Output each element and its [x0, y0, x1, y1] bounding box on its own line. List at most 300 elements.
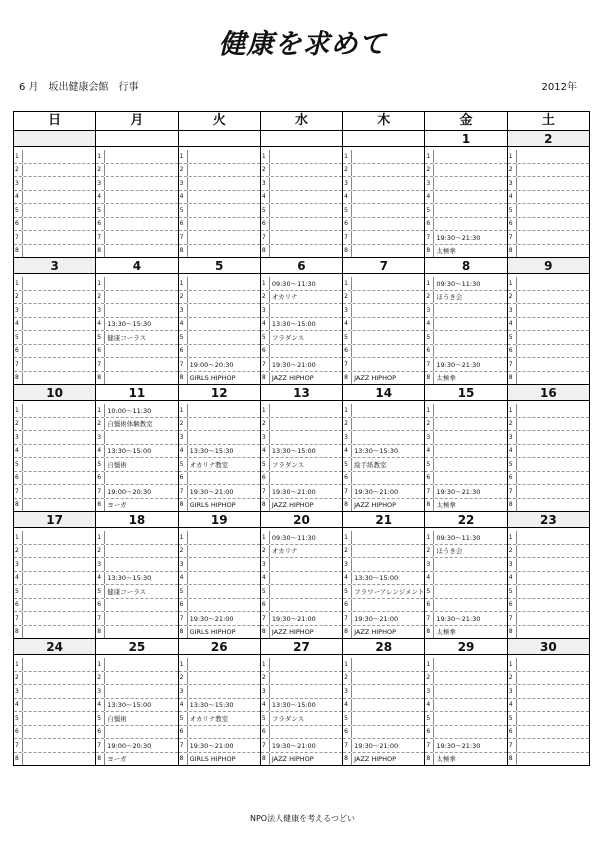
- schedule-line: [14, 599, 95, 613]
- calendar-day: [261, 258, 343, 384]
- line-number: 4: [343, 445, 352, 458]
- line-number: 8: [508, 245, 517, 258]
- schedule-line: [14, 318, 95, 332]
- line-number: 7: [425, 485, 434, 498]
- line-number: 7: [343, 358, 352, 371]
- line-number: 8: [343, 499, 352, 512]
- schedule-line: [343, 431, 424, 445]
- line-number: 1: [425, 658, 434, 671]
- day-schedule-lines: [96, 401, 177, 511]
- line-number: 6: [425, 599, 434, 612]
- calendar-day: [14, 258, 96, 384]
- schedule-line: [14, 499, 95, 512]
- line-number: 8: [261, 372, 270, 385]
- schedule-line: [425, 218, 506, 232]
- schedule-line: [261, 672, 342, 686]
- line-number: 6: [508, 472, 517, 485]
- line-number: 1: [425, 277, 434, 290]
- line-number: 1: [179, 404, 188, 417]
- event-text: JAZZ HIPHOP: [271, 627, 314, 636]
- calendar-day: [508, 258, 589, 384]
- day-schedule-lines: [14, 274, 95, 384]
- schedule-line: [179, 218, 260, 232]
- line-number: 6: [179, 599, 188, 612]
- line-number: 3: [343, 685, 352, 698]
- event-text: 09:30～11:30: [436, 533, 481, 542]
- schedule-line: [179, 445, 260, 459]
- schedule-line: [96, 418, 177, 432]
- schedule-line: [96, 345, 177, 359]
- line-number: 2: [425, 418, 434, 431]
- event-text: オカリナ教室: [189, 714, 229, 723]
- schedule-line: [179, 304, 260, 318]
- schedule-line: [96, 699, 177, 713]
- schedule-line: [425, 291, 506, 305]
- event-text: 13:30～15:30: [354, 447, 399, 456]
- line-number: 1: [261, 658, 270, 671]
- line-number: 4: [425, 572, 434, 585]
- line-number: 4: [179, 699, 188, 712]
- line-number: 3: [425, 304, 434, 317]
- event-text: 19:30～21:00: [354, 487, 399, 496]
- schedule-line: [343, 318, 424, 332]
- event-text: 絵手紙教室: [354, 460, 387, 469]
- schedule-line: [508, 164, 589, 178]
- schedule-line: [343, 612, 424, 626]
- day-number: 5: [179, 258, 260, 274]
- schedule-line: [261, 291, 342, 305]
- day-number: 7: [343, 258, 424, 274]
- schedule-line: [179, 291, 260, 305]
- schedule-line: [96, 445, 177, 459]
- schedule-line: [425, 685, 506, 699]
- schedule-line: [508, 358, 589, 372]
- line-number: 7: [96, 485, 105, 498]
- line-number: 8: [425, 372, 434, 385]
- schedule-line: [14, 472, 95, 486]
- schedule-line: [261, 599, 342, 613]
- schedule-line: [14, 164, 95, 178]
- schedule-line: [261, 626, 342, 639]
- day-schedule-lines: [425, 147, 506, 257]
- line-number: 8: [425, 753, 434, 766]
- line-number: 8: [261, 499, 270, 512]
- schedule-line: [261, 612, 342, 626]
- line-number: 1: [343, 531, 352, 544]
- line-number: 2: [261, 418, 270, 431]
- schedule-line: [261, 372, 342, 385]
- schedule-line: [179, 585, 260, 599]
- schedule-line: [425, 672, 506, 686]
- schedule-line: [261, 150, 342, 164]
- line-number: 8: [508, 372, 517, 385]
- schedule-line: [179, 558, 260, 572]
- weekday-thu: 木: [343, 112, 425, 130]
- line-number: 4: [14, 699, 23, 712]
- line-number: 7: [508, 612, 517, 625]
- schedule-line: [14, 372, 95, 385]
- line-number: 8: [14, 499, 23, 512]
- line-number: 4: [425, 699, 434, 712]
- event-text: 太極拳: [436, 755, 456, 764]
- schedule-line: [261, 499, 342, 512]
- schedule-line: [343, 191, 424, 205]
- schedule-line: [14, 612, 95, 626]
- schedule-line: [179, 626, 260, 639]
- schedule-line: [14, 626, 95, 639]
- line-number: 5: [261, 204, 270, 217]
- line-number: 7: [96, 739, 105, 752]
- day-number: [179, 131, 260, 147]
- line-number: 2: [179, 545, 188, 558]
- schedule-line: [179, 358, 260, 372]
- line-number: 7: [14, 739, 23, 752]
- calendar-day: [14, 512, 96, 638]
- schedule-line: [14, 531, 95, 545]
- schedule-line: [343, 331, 424, 345]
- schedule-line: [14, 345, 95, 359]
- calendar-day: [508, 385, 589, 511]
- schedule-line: [508, 150, 589, 164]
- calendar-day: [343, 512, 425, 638]
- schedule-line: [425, 445, 506, 459]
- line-number: 6: [261, 345, 270, 358]
- calendar-day: [96, 131, 178, 257]
- line-number: 8: [179, 372, 188, 385]
- line-number: 4: [96, 191, 105, 204]
- line-number: 7: [96, 358, 105, 371]
- line-number: 6: [261, 472, 270, 485]
- line-number: 7: [508, 739, 517, 752]
- day-schedule-lines: [343, 274, 424, 384]
- event-text: 19:30～21:30: [436, 233, 481, 242]
- schedule-line: [261, 545, 342, 559]
- day-number: [14, 131, 95, 147]
- line-number: 2: [343, 418, 352, 431]
- schedule-line: [343, 445, 424, 459]
- event-text: 太極拳: [436, 247, 456, 256]
- schedule-line: [261, 331, 342, 345]
- schedule-line: [425, 626, 506, 639]
- schedule-line: [179, 472, 260, 486]
- line-number: 5: [179, 712, 188, 725]
- line-number: 6: [96, 472, 105, 485]
- weekday-sun: 日: [14, 112, 96, 130]
- line-number: 4: [96, 445, 105, 458]
- schedule-line: [425, 712, 506, 726]
- line-number: 4: [508, 699, 517, 712]
- schedule-line: [508, 445, 589, 459]
- line-number: 5: [508, 458, 517, 471]
- schedule-line: [425, 658, 506, 672]
- line-number: 3: [179, 685, 188, 698]
- event-text: JAZZ HIPHOP: [354, 500, 396, 509]
- schedule-line: [508, 345, 589, 359]
- event-text: 13:30～15:00: [107, 701, 152, 710]
- line-number: 8: [96, 753, 105, 766]
- schedule-line: [343, 231, 424, 245]
- line-number: 2: [14, 291, 23, 304]
- schedule-line: [343, 531, 424, 545]
- schedule-line: [96, 545, 177, 559]
- line-number: 6: [343, 472, 352, 485]
- line-number: 2: [96, 672, 105, 685]
- line-number: 2: [14, 672, 23, 685]
- calendar-day: [179, 639, 261, 765]
- schedule-line: [508, 699, 589, 713]
- line-number: 6: [96, 218, 105, 231]
- line-number: 6: [96, 345, 105, 358]
- line-number: 5: [508, 331, 517, 344]
- schedule-line: [14, 304, 95, 318]
- line-number: 2: [261, 291, 270, 304]
- schedule-line: [508, 431, 589, 445]
- schedule-line: [425, 485, 506, 499]
- event-text: 13:30～15:30: [189, 447, 234, 456]
- schedule-line: [14, 485, 95, 499]
- line-number: 5: [508, 204, 517, 217]
- line-number: 4: [179, 191, 188, 204]
- schedule-line: [343, 626, 424, 639]
- line-number: 8: [179, 626, 188, 639]
- schedule-line: [179, 458, 260, 472]
- line-number: 4: [508, 318, 517, 331]
- schedule-line: [508, 485, 589, 499]
- line-number: 1: [508, 531, 517, 544]
- schedule-line: [261, 699, 342, 713]
- schedule-line: [508, 291, 589, 305]
- line-number: 7: [179, 358, 188, 371]
- schedule-line: [261, 358, 342, 372]
- schedule-line: [96, 277, 177, 291]
- schedule-line: [425, 418, 506, 432]
- schedule-line: [343, 545, 424, 559]
- event-text: 13:30～15:30: [107, 320, 152, 329]
- line-number: 7: [261, 485, 270, 498]
- line-number: 8: [261, 626, 270, 639]
- line-number: 6: [508, 218, 517, 231]
- day-schedule-lines: [508, 655, 589, 765]
- schedule-line: [343, 177, 424, 191]
- line-number: 2: [96, 418, 105, 431]
- schedule-line: [261, 164, 342, 178]
- schedule-line: [179, 318, 260, 332]
- day-schedule-lines: [508, 147, 589, 257]
- line-number: 4: [508, 191, 517, 204]
- calendar-week: [14, 131, 589, 258]
- schedule-line: [261, 218, 342, 232]
- line-number: 7: [343, 231, 352, 244]
- schedule-line: [425, 531, 506, 545]
- calendar-day: [343, 639, 425, 765]
- schedule-line: [96, 245, 177, 258]
- day-schedule-lines: [425, 528, 506, 638]
- schedule-line: [14, 658, 95, 672]
- line-number: 4: [14, 191, 23, 204]
- schedule-line: [179, 177, 260, 191]
- calendar-week: [14, 385, 589, 512]
- schedule-line: [179, 150, 260, 164]
- line-number: 3: [425, 558, 434, 571]
- schedule-line: [425, 191, 506, 205]
- schedule-line: [425, 499, 506, 512]
- line-number: 1: [425, 150, 434, 163]
- schedule-line: [96, 753, 177, 766]
- event-text: 10:00～11:30: [107, 406, 152, 415]
- event-text: JAZZ HIPHOP: [271, 754, 314, 763]
- day-number: 25: [96, 639, 177, 655]
- schedule-line: [96, 164, 177, 178]
- line-number: 3: [508, 558, 517, 571]
- calendar-day: [343, 131, 425, 257]
- schedule-line: [14, 331, 95, 345]
- line-number: 5: [14, 458, 23, 471]
- calendar-day: [425, 385, 507, 511]
- calendar-week: [14, 258, 589, 385]
- line-number: 3: [508, 177, 517, 190]
- schedule-line: [96, 358, 177, 372]
- schedule-line: [14, 739, 95, 753]
- event-text: 自彊術: [107, 460, 127, 469]
- line-number: 6: [343, 726, 352, 739]
- line-number: 5: [343, 204, 352, 217]
- line-number: 1: [14, 531, 23, 544]
- schedule-line: [179, 345, 260, 359]
- event-text: 13:30～15:00: [271, 447, 316, 456]
- event-text: 19:30～21:00: [271, 741, 316, 750]
- schedule-line: [508, 712, 589, 726]
- line-number: 4: [96, 318, 105, 331]
- day-number: 9: [508, 258, 589, 274]
- schedule-line: [343, 685, 424, 699]
- schedule-line: [343, 245, 424, 258]
- day-number: 12: [179, 385, 260, 401]
- line-number: 3: [179, 304, 188, 317]
- schedule-line: [179, 599, 260, 613]
- line-number: 3: [14, 177, 23, 190]
- schedule-line: [261, 658, 342, 672]
- schedule-line: [425, 245, 506, 258]
- day-schedule-lines: [96, 655, 177, 765]
- schedule-line: [425, 585, 506, 599]
- schedule-line: [179, 612, 260, 626]
- schedule-line: [14, 672, 95, 686]
- schedule-line: [179, 531, 260, 545]
- line-number: 7: [179, 739, 188, 752]
- schedule-line: [425, 431, 506, 445]
- schedule-line: [14, 404, 95, 418]
- line-number: 4: [425, 445, 434, 458]
- schedule-line: [96, 372, 177, 385]
- line-number: 5: [343, 585, 352, 598]
- event-text: JAZZ HIPHOP: [354, 754, 396, 763]
- day-schedule-lines: [14, 401, 95, 511]
- line-number: 2: [96, 291, 105, 304]
- line-number: 5: [425, 712, 434, 725]
- schedule-line: [508, 545, 589, 559]
- schedule-line: [425, 699, 506, 713]
- line-number: 6: [425, 472, 434, 485]
- line-number: 4: [261, 445, 270, 458]
- schedule-line: [343, 753, 424, 766]
- line-number: 7: [179, 612, 188, 625]
- schedule-line: [261, 753, 342, 766]
- line-number: 6: [343, 599, 352, 612]
- day-schedule-lines: [425, 655, 506, 765]
- weekday-fri: 金: [425, 112, 507, 130]
- line-number: 7: [96, 612, 105, 625]
- line-number: 5: [261, 331, 270, 344]
- line-number: 5: [343, 458, 352, 471]
- event-text: フラダンス: [271, 333, 305, 342]
- day-schedule-lines: [179, 274, 260, 384]
- schedule-line: [261, 245, 342, 258]
- line-number: 8: [343, 245, 352, 258]
- calendar-day: [508, 131, 589, 257]
- line-number: 6: [14, 345, 23, 358]
- schedule-line: [14, 585, 95, 599]
- schedule-line: [96, 585, 177, 599]
- schedule-line: [508, 472, 589, 486]
- schedule-line: [96, 739, 177, 753]
- line-number: 4: [343, 699, 352, 712]
- calendar-day: [179, 258, 261, 384]
- schedule-line: [96, 231, 177, 245]
- event-text: JAZZ HIPHOP: [354, 627, 396, 636]
- line-number: 5: [14, 331, 23, 344]
- day-number: [343, 131, 424, 147]
- line-number: 5: [14, 585, 23, 598]
- line-number: 2: [508, 291, 517, 304]
- line-number: 6: [14, 726, 23, 739]
- line-number: 4: [261, 191, 270, 204]
- schedule-line: [14, 572, 95, 586]
- line-number: 3: [261, 431, 270, 444]
- calendar-day: [261, 639, 343, 765]
- event-text: フラダンス: [271, 714, 305, 723]
- schedule-line: [96, 204, 177, 218]
- line-number: 7: [261, 739, 270, 752]
- event-text: 19:00～20:30: [189, 360, 234, 369]
- line-number: 7: [261, 358, 270, 371]
- line-number: 8: [96, 245, 105, 258]
- line-number: 2: [261, 545, 270, 558]
- schedule-line: [261, 418, 342, 432]
- schedule-line: [425, 231, 506, 245]
- schedule-line: [425, 545, 506, 559]
- event-text: GIRLS HIPHOP: [189, 500, 236, 509]
- schedule-line: [261, 739, 342, 753]
- schedule-line: [261, 318, 342, 332]
- line-number: 5: [425, 585, 434, 598]
- event-text: 自彊術: [107, 714, 127, 723]
- day-schedule-lines: [343, 147, 424, 257]
- line-number: 3: [343, 431, 352, 444]
- line-number: 4: [425, 318, 434, 331]
- line-number: 3: [96, 685, 105, 698]
- line-number: 2: [508, 164, 517, 177]
- line-number: 8: [343, 372, 352, 385]
- schedule-line: [425, 372, 506, 385]
- line-number: 7: [261, 231, 270, 244]
- day-schedule-lines: [179, 528, 260, 638]
- line-number: 1: [343, 150, 352, 163]
- line-number: 2: [261, 672, 270, 685]
- line-number: 1: [96, 150, 105, 163]
- day-schedule-lines: [179, 655, 260, 765]
- event-text: 13:30～15:00: [271, 701, 316, 710]
- event-text: フラワーアレンジメント: [354, 587, 425, 596]
